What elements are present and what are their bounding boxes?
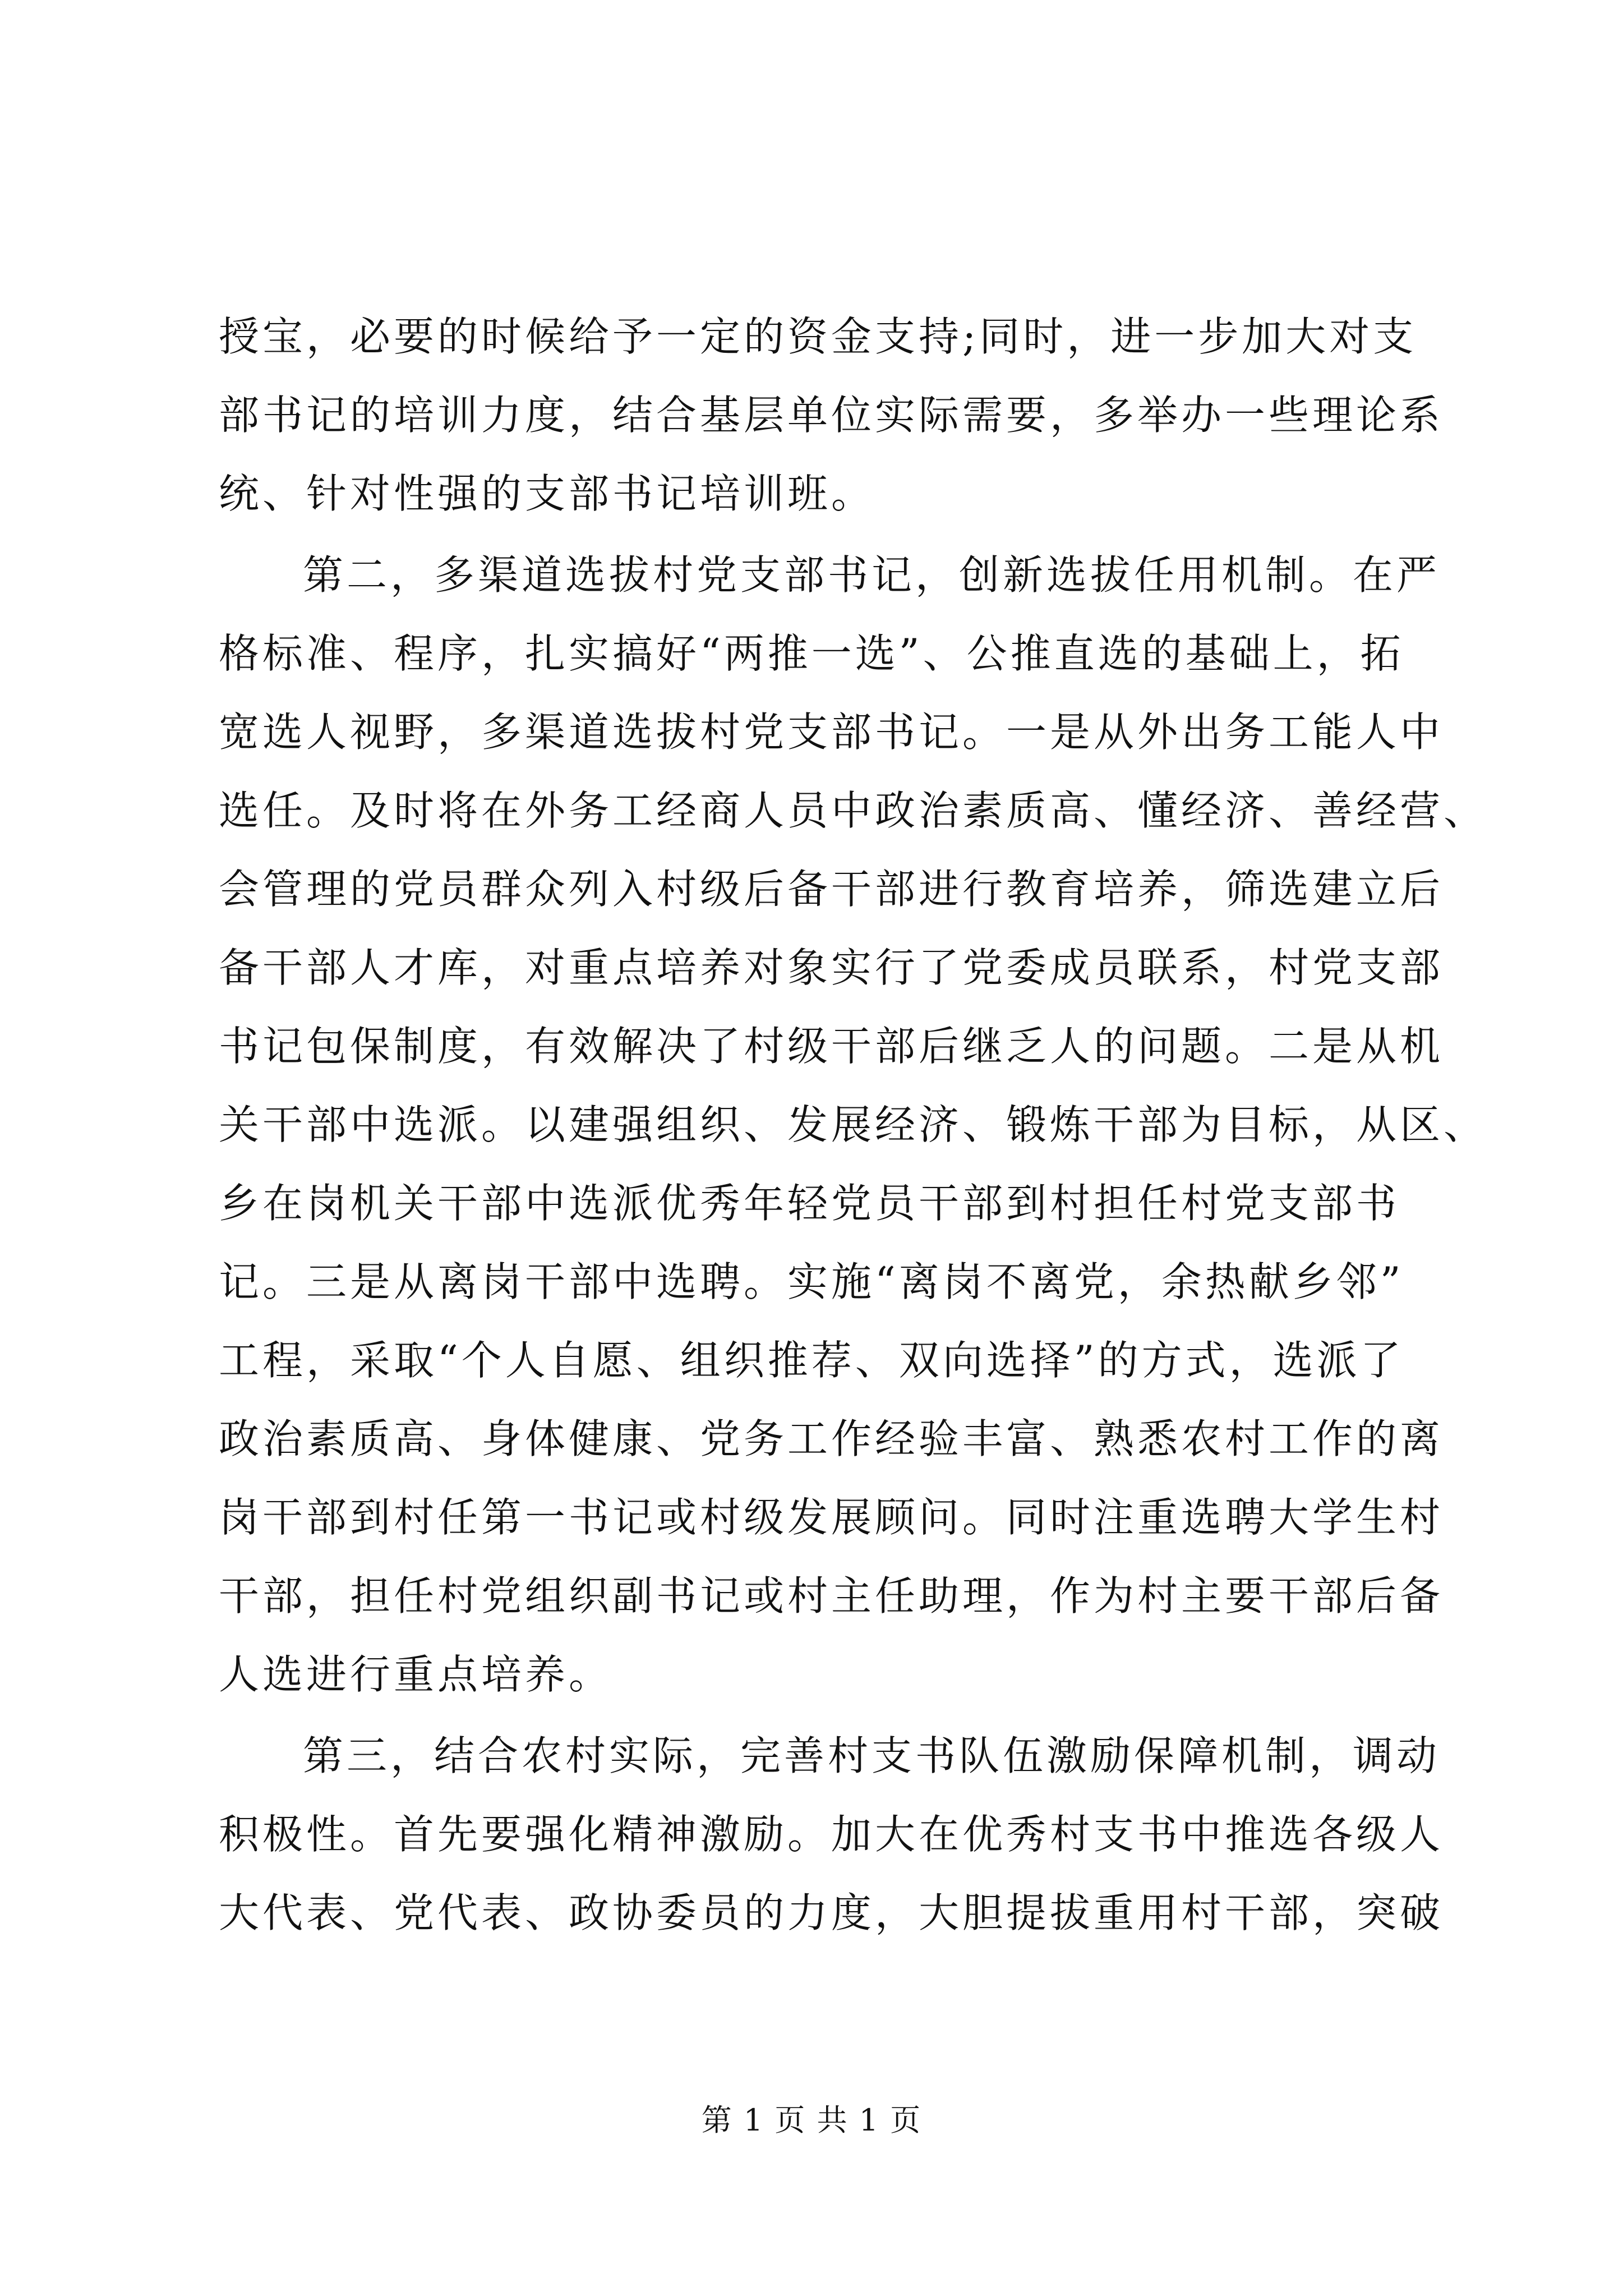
text-line: 大代表、党代表、政协委员的力度，大胆提拔重用村干部，突破 [219, 1889, 1444, 1936]
text-line: 部书记的培训力度，结合基层单位实际需要，多举办一些理论系 [219, 392, 1444, 439]
text-line: 干部，担任村党组织副书记或村主任助理，作为村主要干部后备 [219, 1572, 1444, 1619]
text-line: 工程，采取“个人自愿、组织推荐、双向选择”的方式，选派了 [219, 1337, 1404, 1384]
text-line: 人选进行重点培养。 [219, 1651, 613, 1698]
paragraph-2-first-line: 第二，多渠道选拔村党支部书记，创新选拔任用机制。在严 [303, 551, 1441, 599]
text-line: 统、针对性强的支部书记培训班。 [219, 470, 875, 517]
text-line: 书记包保制度，有效解决了村级干部后继乏人的问题。二是从机 [219, 1023, 1444, 1070]
text-line: 岗干部到村任第一书记或村级发展顾问。同时注重选聘大学生村 [219, 1494, 1444, 1541]
text-line: 备干部人才库，对重点培养对象实行了党委成员联系，村党支部 [219, 944, 1444, 991]
text-line: 宽选人视野，多渠道选拔村党支部书记。一是从外出务工能人中 [219, 708, 1444, 756]
text-line: 记。三是从离岗干部中选聘。实施“离岗不离党，余热献乡邻” [219, 1258, 1404, 1305]
page-number-footer: 第 1 页 共 1 页 [701, 2102, 922, 2138]
paragraph-3-first-line: 第三，结合农村实际，完善村支书队伍激励保障机制，调动 [303, 1732, 1441, 1779]
text-line: 乡在岗机关干部中选派优秀年轻党员干部到村担任村党支部书 [219, 1180, 1400, 1227]
text-line: 格标准、程序，扎实搞好“两推一选”、公推直选的基础上，拓 [219, 630, 1404, 677]
text-line: 政治素质高、身体健康、党务工作经验丰富、熟悉农村工作的离 [219, 1415, 1444, 1462]
text-line: 授宝，必要的时候给予一定的资金支持;同时，进一步加大对支 [219, 313, 1417, 360]
text-line: 选任。及时将在外务工经商人员中政治素质高、懂经济、善经营、 [219, 787, 1488, 834]
text-line: 会管理的党员群众列入村级后备干部进行教育培养，筛选建立后 [219, 866, 1444, 913]
text-line: 积极性。首先要强化精神激励。加大在优秀村支书中推选各级人 [219, 1811, 1444, 1858]
text-line: 关干部中选派。以建强组织、发展经济、锻炼干部为目标，从区、 [219, 1101, 1488, 1148]
